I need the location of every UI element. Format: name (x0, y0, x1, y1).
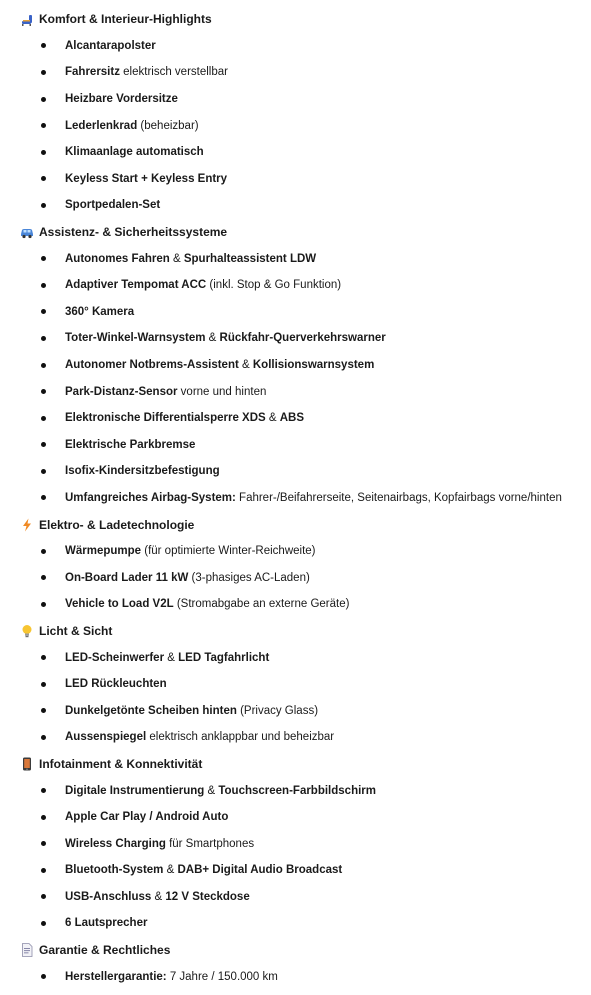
list-item (0, 538, 591, 565)
item-label: Bluetooth-System (65, 864, 164, 877)
section-title: Komfort & Interieur-Highlights (39, 12, 212, 27)
list-item-text (65, 785, 376, 797)
item-detail: (Privacy Glass) (236, 704, 319, 717)
item-label: LED-Scheinwerfer (65, 651, 165, 664)
list-item (0, 804, 591, 831)
item-label: Wärmepumpe (65, 545, 142, 558)
item-detail: & (164, 651, 179, 664)
item-label: Autonomes Fahren (65, 252, 170, 265)
item-label: 360° Kamera (65, 305, 135, 318)
list-item-text (65, 386, 266, 398)
item-label: Lederlenkrad (65, 119, 138, 132)
item-label: 6 Lautsprecher (65, 917, 148, 930)
car-icon (20, 225, 34, 239)
lightning-icon (20, 518, 34, 532)
bullet-icon (41, 974, 46, 979)
smartphone-icon (20, 757, 34, 771)
list-item (0, 192, 591, 219)
section-title: Garantie & Rechtliches (39, 943, 171, 958)
list-item (0, 830, 591, 857)
item-detail: (Stromabgabe an externe Geräte) (173, 598, 350, 611)
item-label: USB-Anschluss (65, 890, 152, 903)
list-item-text (65, 332, 386, 344)
bullet-icon (41, 176, 46, 181)
list-item-text (65, 146, 204, 158)
list-item (0, 139, 591, 166)
bullet-icon (41, 735, 46, 740)
item-label: Spurhalteassistent LDW (183, 252, 317, 265)
bullet-icon (41, 283, 46, 288)
bullet-icon (41, 123, 46, 128)
bullet-icon (41, 602, 46, 607)
item-label: Touchscreen-Farbbildschirm (218, 784, 376, 797)
section-title: Licht & Sicht (39, 623, 113, 638)
section-heading-licht-sicht (0, 618, 591, 645)
list-item (0, 564, 591, 591)
bullet-icon (41, 336, 46, 341)
item-detail: (für optimierte Winter-Reichweite) (141, 545, 316, 558)
item-label: Dunkelgetönte Scheiben hinten (65, 704, 237, 717)
bullet-icon (41, 682, 46, 687)
list-item-text (65, 66, 228, 78)
item-detail: & (151, 890, 166, 903)
list-item-text (65, 120, 199, 132)
item-label: Sportpedalen-Set (65, 199, 161, 212)
list-item-text (65, 811, 228, 823)
item-label: Alcantarapolster (65, 39, 156, 52)
list-item-text (65, 652, 269, 664)
section-heading-komfort-interieur-highlights (0, 6, 591, 33)
list-item (0, 432, 591, 459)
bullet-icon (41, 309, 46, 314)
item-label: 12 V Steckdose (165, 890, 250, 903)
bullet-icon (41, 921, 46, 926)
item-label: Herstellergarantie: (65, 970, 167, 983)
list-item (0, 485, 591, 512)
list-item (0, 697, 591, 724)
item-detail: & (205, 332, 220, 345)
list-item (0, 591, 591, 618)
item-detail: & (163, 864, 178, 877)
item-detail: elektrisch verstellbar (119, 66, 228, 79)
bullet-icon (41, 549, 46, 554)
item-label: Keyless Start + Keyless Entry (65, 172, 228, 185)
item-label: Fahrersitz (65, 66, 120, 79)
list-item-text (65, 545, 316, 557)
list-item-text (65, 838, 254, 850)
list-item (0, 963, 591, 990)
car-seat-icon (20, 12, 34, 26)
list-item (0, 166, 591, 193)
item-detail: & (169, 252, 184, 265)
list-item (0, 245, 591, 272)
list-item (0, 724, 591, 751)
item-label: Digitale Instrumentierung (65, 784, 205, 797)
list-item (0, 378, 591, 405)
item-label: Apple Car Play / Android Auto (65, 811, 229, 824)
list-item-text (65, 93, 178, 105)
item-label: Isofix-Kindersitzbefestigung (65, 465, 220, 478)
list-item-text (65, 412, 304, 424)
bullet-icon (41, 97, 46, 102)
item-label: Adaptiver Tempomat ACC (65, 279, 207, 292)
list-item-text (65, 279, 341, 291)
item-label: On-Board Lader 11 kW (65, 571, 189, 584)
item-detail: & (265, 412, 280, 425)
item-label: DAB+ Digital Audio Broadcast (177, 864, 343, 877)
list-item (0, 86, 591, 113)
list-item-text (65, 199, 160, 211)
item-label: Vehicle to Load V2L (65, 598, 174, 611)
list-item-text (65, 173, 227, 185)
light-bulb-icon (20, 624, 34, 638)
document-icon (20, 943, 34, 957)
bullet-icon (41, 363, 46, 368)
list-item-text (65, 971, 278, 983)
item-detail: vorne und hinten (177, 385, 267, 398)
section-title: Elektro- & Ladetechnologie (39, 517, 195, 532)
section-heading-assistenz-sicherheitssysteme (0, 219, 591, 246)
bullet-icon (41, 894, 46, 899)
item-detail: 7 Jahre / 150.000 km (166, 970, 278, 983)
bullet-icon (41, 43, 46, 48)
bullet-icon (41, 708, 46, 713)
item-label: Elektrische Parkbremse (65, 438, 196, 451)
list-item (0, 644, 591, 671)
list-item-text (65, 306, 134, 318)
list-item-text (65, 40, 156, 52)
bullet-icon (41, 203, 46, 208)
bullet-icon (41, 442, 46, 447)
item-detail: Fahrer-/Beifahrerseite, Seitenairbags, Kopfairbags vorne/hinten (235, 491, 562, 504)
list-item (0, 458, 591, 485)
bullet-icon (41, 655, 46, 660)
list-item-text (65, 917, 147, 929)
list-item (0, 325, 591, 352)
bullet-icon (41, 469, 46, 474)
bullet-icon (41, 70, 46, 75)
bullet-icon (41, 495, 46, 500)
list-item (0, 352, 591, 379)
item-label: Elektronische Differentialsperre XDS (65, 412, 266, 425)
list-item-text (65, 572, 310, 584)
bullet-icon (41, 416, 46, 421)
list-item-text (65, 705, 318, 717)
item-detail: elektrisch anklappbar und beheizbar (146, 731, 335, 744)
list-item (0, 777, 591, 804)
item-detail: & (238, 359, 253, 372)
list-item-text (65, 678, 167, 690)
bullet-icon (41, 150, 46, 155)
section-heading-infotainment-konnektivit-t (0, 751, 591, 778)
section-title: Infotainment & Konnektivität (39, 756, 203, 771)
list-item (0, 112, 591, 139)
item-label: Wireless Charging (65, 837, 166, 850)
item-label: LED Rückleuchten (65, 678, 167, 691)
list-item (0, 884, 591, 911)
item-label: Park-Distanz-Sensor (65, 385, 178, 398)
item-label: Umfangreiches Airbag-System: (65, 491, 236, 504)
list-item-text (65, 731, 334, 743)
list-item-text (65, 253, 316, 265)
list-item (0, 272, 591, 299)
list-item (0, 405, 591, 432)
list-item (0, 857, 591, 884)
item-label: Toter-Winkel-Warnsystem (65, 332, 206, 345)
bullet-icon (41, 815, 46, 820)
section-heading-garantie-rechtliches (0, 937, 591, 964)
list-item (0, 33, 591, 60)
section-heading-elektro-ladetechnologie (0, 511, 591, 538)
item-detail: (3-phasiges AC-Laden) (188, 571, 310, 584)
list-item (0, 299, 591, 326)
item-label: Klimaanlage automatisch (65, 146, 204, 159)
item-label: Autonomer Notbrems-Assistent (65, 359, 239, 372)
list-item (0, 59, 591, 86)
list-item-text (65, 864, 342, 876)
item-label: Rückfahr-Querverkehrswarner (219, 332, 386, 345)
bullet-icon (41, 575, 46, 580)
list-item-text (65, 465, 220, 477)
item-detail: für Smartphones (165, 837, 255, 850)
list-item (0, 910, 591, 937)
list-item-text (65, 598, 349, 610)
feature-document (0, 6, 591, 990)
list-item-text (65, 492, 562, 504)
list-item (0, 671, 591, 698)
item-detail: (inkl. Stop & Go Funktion) (206, 279, 342, 292)
list-item-text (65, 891, 250, 903)
item-label: Heizbare Vordersitze (65, 93, 178, 106)
list-item-text (65, 359, 374, 371)
list-item-text (65, 439, 195, 451)
bullet-icon (41, 841, 46, 846)
item-detail: (beheizbar) (137, 119, 199, 132)
item-label: LED Tagfahrlicht (178, 651, 270, 664)
bullet-icon (41, 788, 46, 793)
section-title: Assistenz- & Sicherheitssysteme (39, 225, 228, 240)
bullet-icon (41, 868, 46, 873)
item-label: ABS (279, 412, 305, 425)
item-label: Kollisionswarnsystem (252, 359, 375, 372)
item-label: Aussenspiegel (65, 731, 147, 744)
item-detail: & (204, 784, 219, 797)
bullet-icon (41, 389, 46, 394)
bullet-icon (41, 256, 46, 261)
